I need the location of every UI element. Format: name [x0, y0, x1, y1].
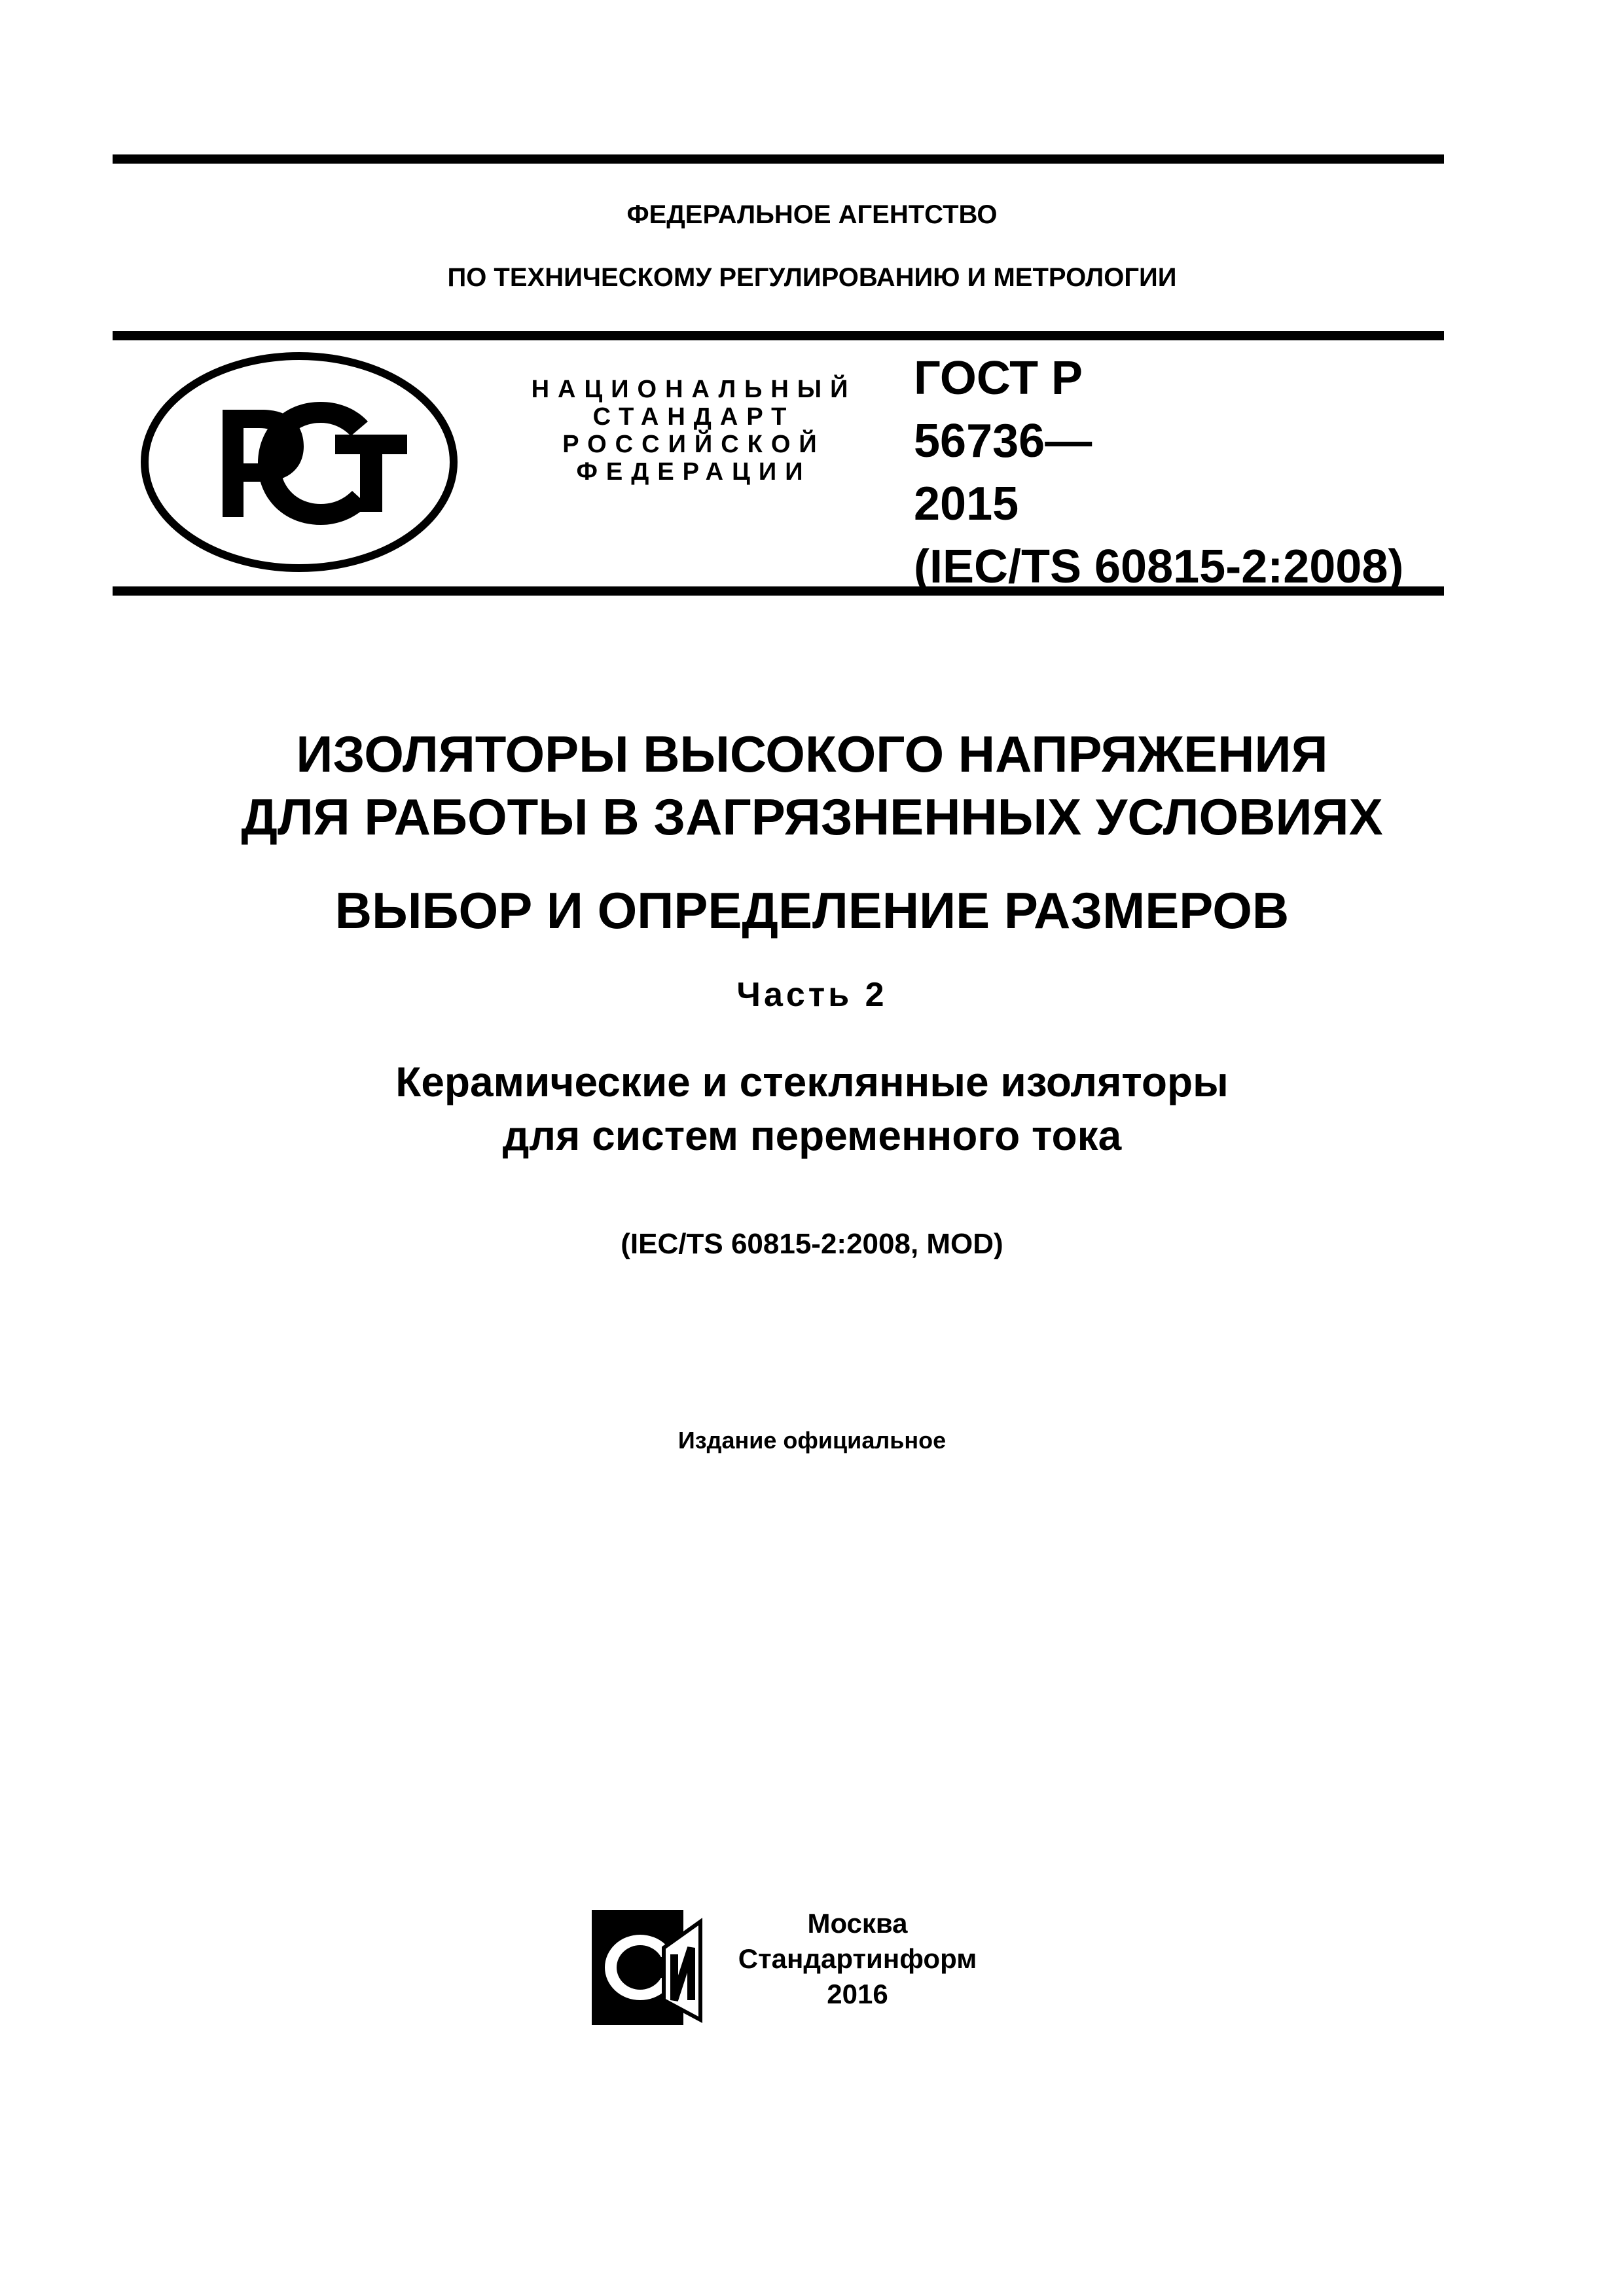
edition-note: Издание официальное: [677, 1427, 947, 1454]
part-number: Часть 2: [736, 976, 888, 1014]
national-standard-line: ФЕДЕРАЦИИ: [576, 458, 812, 486]
rst-certification-mark-icon: [139, 351, 460, 573]
header-block-top-rule: [113, 331, 1444, 340]
designation-line: (IEC/TS 60815-2:2008): [914, 541, 1404, 593]
part-title-line-1: Керамические и стеклянные изоляторы: [395, 1058, 1229, 1105]
document-subtitle: ВЫБОР И ОПРЕДЕЛЕНИЕ РАЗМЕРОВ: [334, 882, 1290, 939]
rst-logo: [139, 351, 460, 573]
top-rule: [113, 154, 1444, 164]
designation-line: ГОСТ Р: [914, 352, 1083, 404]
agency-line-2: ПО ТЕХНИЧЕСКОМУ РЕГУЛИРОВАНИЮ И МЕТРОЛОГИИ: [447, 263, 1177, 292]
agency-line-1: ФЕДЕРАЛЬНОЕ АГЕНТСТВО: [626, 200, 998, 229]
imprint-year: 2016: [827, 1979, 888, 2009]
designation-line: 2015: [914, 478, 1019, 530]
title-line-1: ИЗОЛЯТОРЫ ВЫСОКОГО НАПРЯЖЕНИЯ: [296, 725, 1328, 783]
national-standard-label: [524, 376, 864, 486]
imprint-city: Москва: [807, 1908, 908, 1939]
standartinform-logo-icon: [585, 1902, 710, 2033]
imprint-publisher: Стандартинформ: [738, 1943, 977, 1974]
title-line-2: ДЛЯ РАБОТЫ В ЗАГРЯЗНЕННЫХ УСЛОВИЯХ: [241, 788, 1383, 846]
national-standard-line: НАЦИОНАЛЬНЫЙ: [531, 376, 857, 403]
international-identity: (IEC/TS 60815-2:2008, MOD): [621, 1228, 1003, 1260]
standard-designation: [914, 347, 1403, 598]
part-title: [0, 1055, 1624, 1162]
publisher-logo: [585, 1902, 710, 2033]
national-standard-line: РОССИЙСКОЙ: [562, 431, 825, 458]
national-standard-line: СТАНДАРТ: [592, 403, 795, 431]
document-title: [0, 723, 1624, 848]
designation-line: 56736—: [914, 415, 1092, 467]
publisher-imprint: [700, 1906, 1015, 2012]
part-title-line-2: для систем переменного тока: [502, 1112, 1122, 1159]
